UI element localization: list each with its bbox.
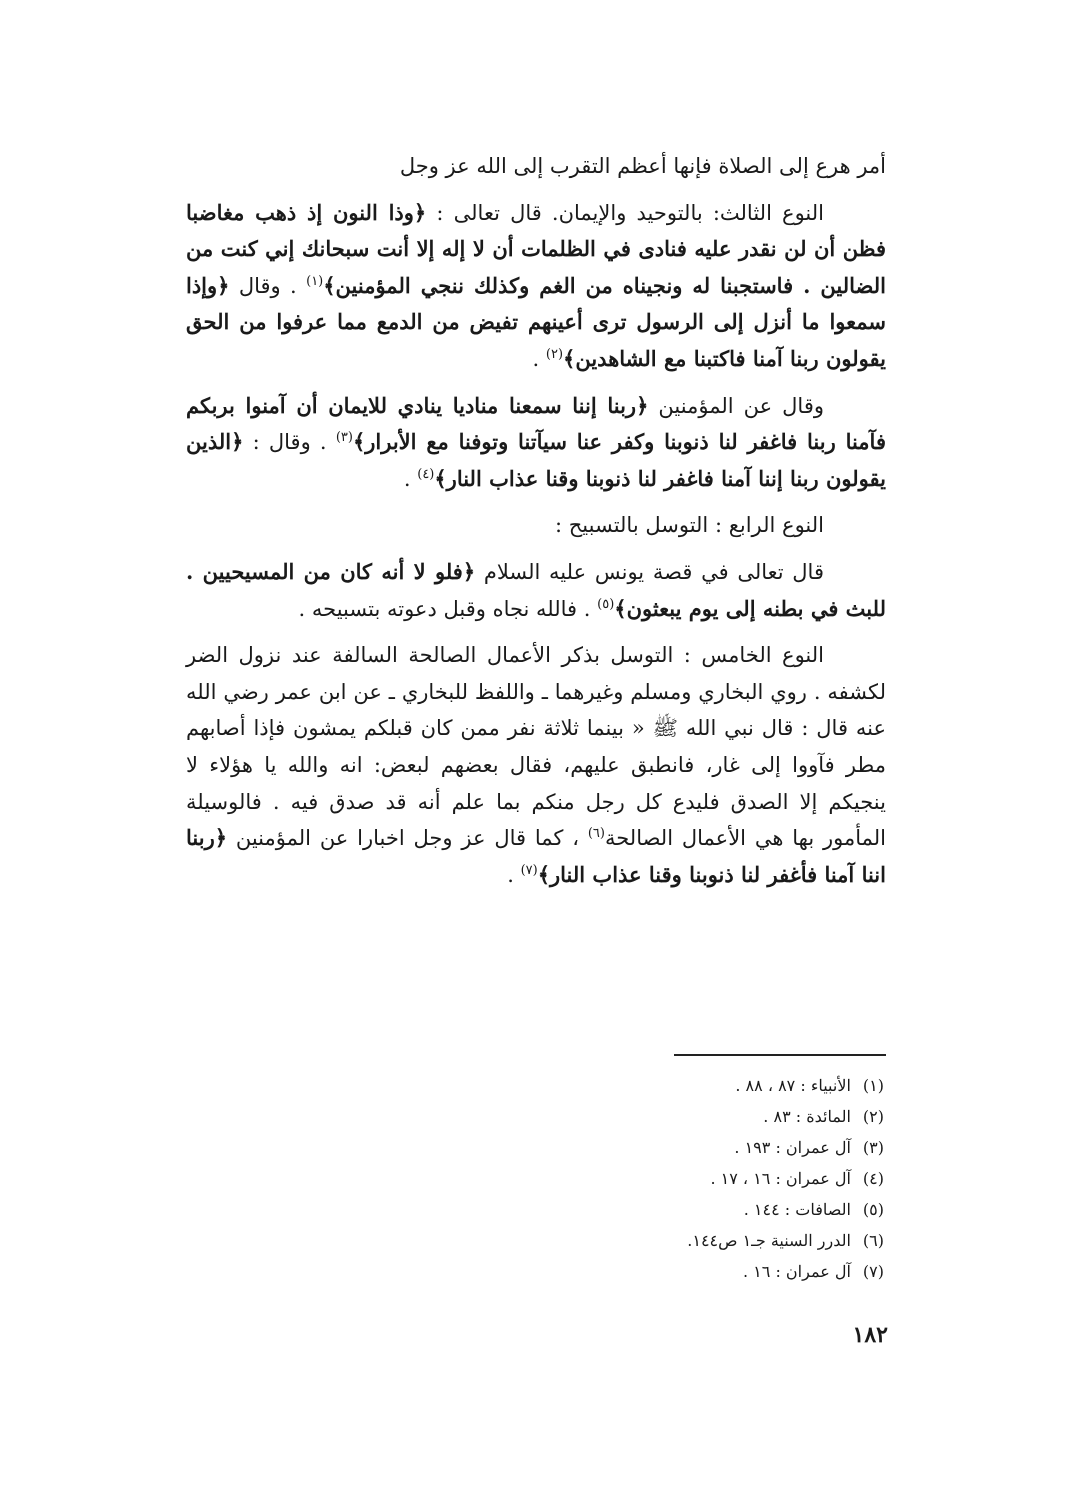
paragraph-fifth-type — [186, 637, 886, 893]
text-segment: . فالله نجاه وقبل دعوته بتسبيحه . — [298, 596, 598, 621]
quran-quote: ﴿فلو لا أنه كان من المسيحيين . للبث في بطنه إلى يوم يبعثون﴾ — [186, 558, 886, 621]
page-body — [186, 148, 886, 903]
text-segment: النوع الثالث: بالتوحيد والإيمان. قال تعالى : — [436, 200, 825, 225]
footnote-text: الصافات : ١٤٤ . — [743, 1200, 851, 1219]
footnote-ref: (١) — [306, 273, 324, 289]
text-segment: قال تعالى في قصة يونس عليه السلام — [475, 559, 824, 584]
footnote-ref: (٣) — [335, 430, 353, 446]
footnote-text: آل عمران : ١٦ . — [743, 1262, 851, 1281]
footnote-text: الأنبياء : ٨٧ ، ٨٨ . — [735, 1076, 851, 1095]
footnote-ref: (٤) — [417, 466, 435, 482]
footnote-text: المائدة : ٨٣ . — [763, 1107, 851, 1126]
footnote-number: (٢) — [862, 1107, 884, 1126]
footnote-item — [500, 1163, 884, 1194]
quran-quote: ﴿ربنا إننا سمعنا مناديا ينادي للايمان أن آمنوا بربكم فآمنا ربنا فاغفر لنا ذنوبنا وكفر عنا سيآتنا وتوفنا مع الأبرار﴾ — [186, 392, 886, 455]
footnote-ref: (٥) — [597, 596, 615, 612]
paragraph-fourth-type-heading: النوع الرابع : التوسل بالتسبيح : — [554, 513, 824, 538]
footnote-item — [500, 1225, 884, 1256]
text-segment: النوع الخامس : التوسل بذكر الأعمال الصالحة السالفة عند نزول الضر لكشفه . روي البخاري ومسلم وغيرهما ـ واللفظ للبخاري ـ عن ابن عمر رضي الله عنه قال : قال نبي الله ﷺ « بينما ثلاثة نفر ممن كان قبلكم يمشون فإذا أصابهم مطر فآووا إلى غار، فانطبق عليهم، فقال بعضهم لبعض: انه والله يا هؤلاء لا ينجيكم إلا الصدق فليدع كل رجل منكم بما علم أنه قد صدق فيه . فالوسيلة المأمور بها هي الأعمال الصالحة — [186, 643, 887, 851]
footnote-number: (٥) — [862, 1200, 884, 1219]
page-number: ١٨٢ — [852, 1322, 888, 1348]
text-segment: وقال عن المؤمنين — [648, 393, 825, 418]
text-segment: . وقال — [229, 273, 307, 298]
paragraph-intro: أمر هرع إلى الصلاة فإنها أعظم التقرب إلى الله عز وجل — [399, 154, 886, 178]
footnote-item — [500, 1101, 884, 1132]
text-segment: ، كما قال عز وجل اخبارا عن المؤمنين — [227, 826, 588, 851]
footnote-number: (٤) — [862, 1169, 884, 1188]
footnotes — [500, 1070, 884, 1287]
footnote-item — [500, 1256, 884, 1287]
footnote-text: الدرر السنية جـ١ ص١٤٤. — [687, 1231, 851, 1250]
quran-quote: ﴿وذا النون إذ ذهب مغاضبا فظن أن لن نقدر عليه فنادى في الظلمات أن لا إله إلا أنت سبحانك إني كنت من الضالين . فاستجبنا له ونجيناه من الغم وكذلك ننجي المؤمنين﴾ — [186, 199, 886, 298]
footnote-number: (٦) — [862, 1231, 884, 1250]
footnote-number: (٣) — [862, 1138, 884, 1157]
text-segment: . — [532, 346, 546, 371]
paragraph-third-type — [186, 195, 886, 378]
footnote-divider — [674, 1054, 886, 1056]
text-segment: . وقال : — [243, 430, 336, 455]
quran-quote: ﴿الذين يقولون ربنا إننا آمنا فاغفر لنا ذنوبنا وقنا عذاب النار﴾ — [186, 429, 886, 491]
text-segment: . — [403, 466, 418, 491]
footnote-ref: (٧) — [520, 862, 538, 878]
paragraph-yunus — [186, 554, 886, 627]
text-segment: . — [507, 862, 521, 887]
quran-quote: ﴿ربنا اننا آمنا فأغفر لنا ذنوبنا وقنا عذاب النار﴾ — [186, 825, 886, 887]
footnote-item — [500, 1070, 884, 1101]
footnote-item — [500, 1132, 884, 1163]
footnote-item — [500, 1194, 884, 1225]
quran-quote: ﴿وإذا سمعوا ما أنزل إلى الرسول ترى أعينهم تفيض من الدمع مما عرفوا من الحق يقولون ربنا آمنا فاكتبنا مع الشاهدين﴾ — [186, 272, 886, 371]
footnote-text: آل عمران : ١٩٣ . — [734, 1138, 851, 1157]
footnote-ref: (٦) — [587, 826, 605, 842]
footnote-number: (١) — [862, 1076, 884, 1095]
paragraph-believers — [186, 388, 886, 498]
footnote-ref: (٢) — [545, 346, 564, 362]
footnote-number: (٧) — [862, 1262, 884, 1281]
footnote-text: آل عمران : ١٦ ، ١٧ . — [710, 1169, 851, 1188]
